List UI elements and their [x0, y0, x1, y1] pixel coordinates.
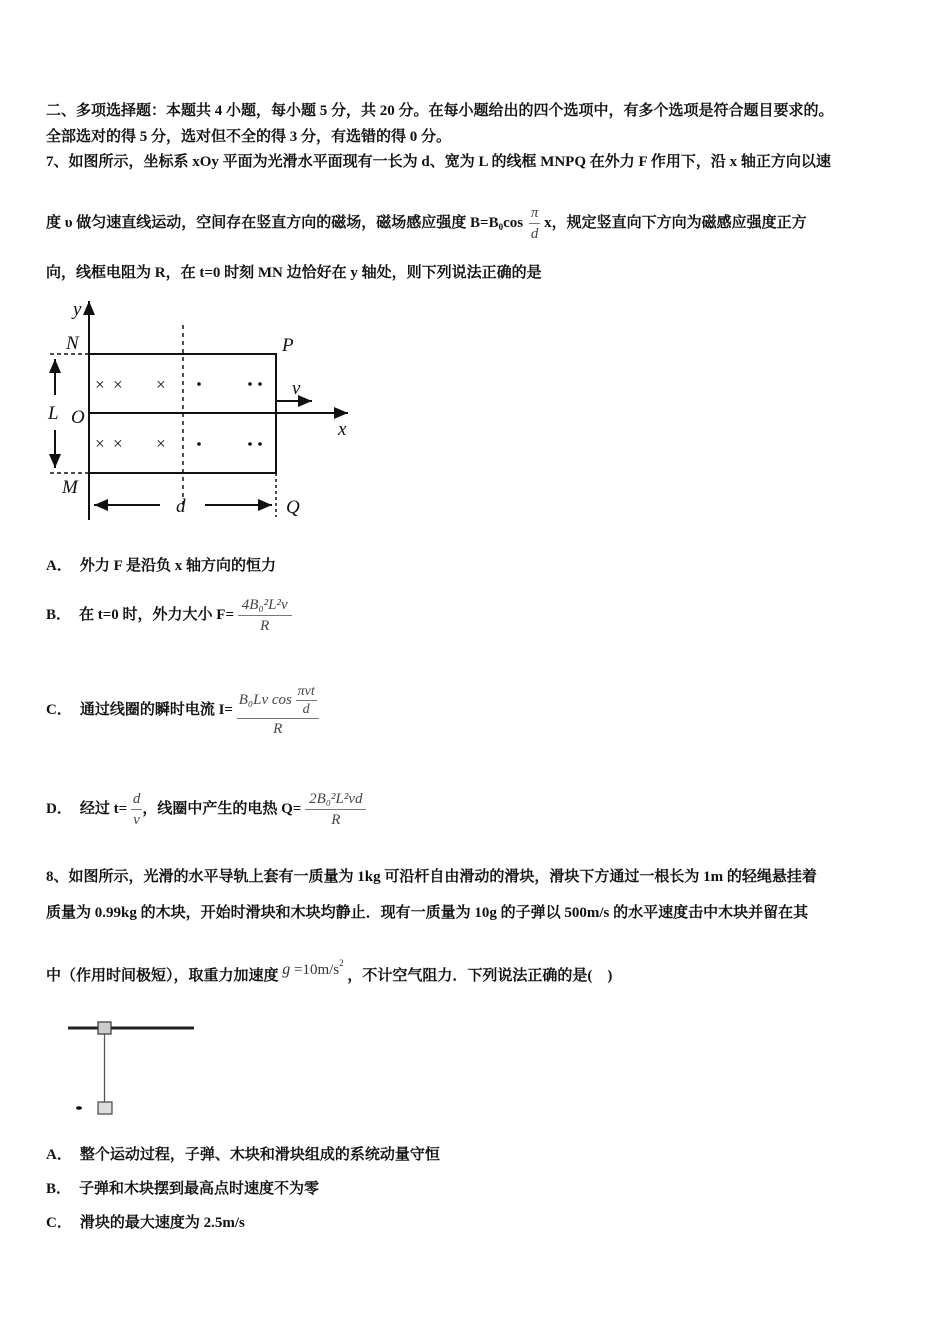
option-label: D．: [46, 801, 72, 817]
q7-stem-line2-pre: 度 υ 做匀速直线运动，空间存在竖直方向的磁场，磁场感应强度: [46, 215, 471, 231]
label-L: L: [48, 403, 59, 424]
inner-numerator: πvt: [297, 683, 315, 699]
option-label: B．: [46, 607, 72, 623]
q8-option-a[interactable]: [46, 1144, 440, 1166]
cross-mark: ×: [94, 434, 106, 453]
numerator-text: B₀Lv cos: [238, 691, 292, 708]
option-text-pre: 经过 t=: [79, 801, 128, 817]
q7-option-b[interactable]: [46, 592, 292, 638]
option-label: C．: [46, 702, 72, 718]
option-label: B．: [46, 1181, 72, 1197]
cross-mark: ×: [112, 434, 124, 453]
frac-denominator: d: [530, 226, 539, 243]
option-text: 子弹和木块摆到最高点时速度不为零: [79, 1181, 320, 1197]
b-formula-cos: cos: [503, 215, 524, 231]
frac-numerator: π: [529, 203, 541, 224]
q7-stem-line1: 7、如图所示，坐标系 xOy 平面为光滑水平面现有一长为 d、宽为 L 的线框 MNPQ 在外力 F 作用下，沿 x 轴正方向以速: [46, 154, 831, 170]
option-text: 外力 F 是沿负 x 轴方向的恒力: [79, 558, 276, 574]
q7-option-a[interactable]: [46, 555, 276, 577]
option-text: 整个运动过程，子弹、木块和滑块组成的系统动量守恒: [79, 1147, 440, 1163]
inner-fraction: [296, 683, 317, 718]
option-text: 通过线圈的瞬时电流 I=: [79, 702, 233, 718]
label-M: M: [62, 477, 78, 498]
label-P: P: [282, 335, 294, 356]
cross-mark: ×: [155, 375, 167, 394]
q8-stem-line3: [46, 958, 613, 988]
label-O: O: [71, 407, 85, 428]
q8-stem-line1: 8、如图所示，光滑的水平导轨上套有一质量为 1kg 可沿杆自由滑动的滑块，滑块下方通过一根长为 1m 的轻绳悬挂着: [46, 869, 817, 885]
heat-fraction: [305, 789, 366, 830]
frac-numerator: 2B₀²L²vd: [305, 789, 366, 810]
q7-option-c[interactable]: [46, 676, 319, 744]
label-y: y: [73, 299, 82, 320]
q7-stem-line2: [46, 200, 807, 246]
frac-denominator: R: [331, 812, 341, 829]
force-fraction: [238, 595, 292, 636]
g-value: =10m/s: [290, 962, 340, 978]
cross-mark: ×: [94, 375, 106, 394]
q7-option-d[interactable]: [46, 786, 366, 832]
label-x: x: [338, 419, 347, 440]
cross-mark: ×: [155, 434, 167, 453]
b-formula-subscript: 0: [498, 222, 504, 232]
inner-denominator: d: [302, 701, 310, 717]
q7-stem-line3: 向，线框电阻为 R，在 t=0 时刻 MN 边恰好在 y 轴处，则下列说法正确的是: [46, 265, 542, 281]
q8-slider-pendulum-diagram: [60, 1015, 200, 1120]
q8-option-c[interactable]: [46, 1212, 245, 1234]
option-label: A．: [46, 558, 72, 574]
option-label: C．: [46, 1215, 72, 1231]
frac-numerator: 4B₀²L²v: [238, 595, 292, 616]
time-fraction: [131, 789, 143, 830]
b-formula-prefix: B=B: [470, 215, 499, 231]
option-label: A．: [46, 1147, 72, 1163]
frac-denominator: v: [133, 812, 140, 829]
g-unit-exponent: 2: [339, 958, 344, 968]
option-text: 在 t=0 时，外力大小 F=: [79, 607, 235, 623]
option-text: 滑块的最大速度为 2.5m/s: [79, 1215, 245, 1231]
label-N: N: [66, 333, 79, 354]
label-d: d: [176, 496, 186, 517]
current-fraction: [237, 683, 319, 739]
g-symbol: g: [282, 961, 291, 978]
label-v: v: [292, 378, 301, 399]
label-Q: Q: [286, 497, 300, 518]
frac-denominator: R: [260, 618, 270, 635]
frac-numerator: [237, 683, 319, 719]
pi-over-d-fraction: [529, 203, 541, 244]
cross-mark: ×: [112, 375, 124, 394]
q7-wire-frame-diagram: [40, 295, 360, 525]
frac-denominator: R: [273, 720, 283, 737]
section-header-line2: 全部选对的得 5 分，选对但不全的得 3 分，有选错的得 0 分。: [46, 129, 452, 145]
option-text-mid: ，线圈中产生的电热 Q=: [142, 801, 302, 817]
q8-stem-line2: 质量为 0.99kg 的木块，开始时滑块和木块均静止．现有一质量为 10g 的子弹以 500m/s 的水平速度击中木块并留在其: [46, 905, 809, 921]
q8-stem-line3-pre: 中（作用时间极短），取重力加速度: [46, 968, 283, 984]
section-header-line1: 二、多项选择题：本题共 4 小题，每小题 5 分，共 20 分。在每小题给出的四个选项中，有多个选项是符合题目要求的。: [46, 103, 834, 119]
q8-option-b[interactable]: [46, 1178, 319, 1200]
q7-stem-line2-post: x，规定竖直向下方向为磁感应强度正方: [540, 215, 807, 231]
q8-stem-line3-post: ，不计空气阻力．下列说法正确的是( ): [343, 968, 613, 984]
frac-numerator: d: [131, 789, 143, 810]
